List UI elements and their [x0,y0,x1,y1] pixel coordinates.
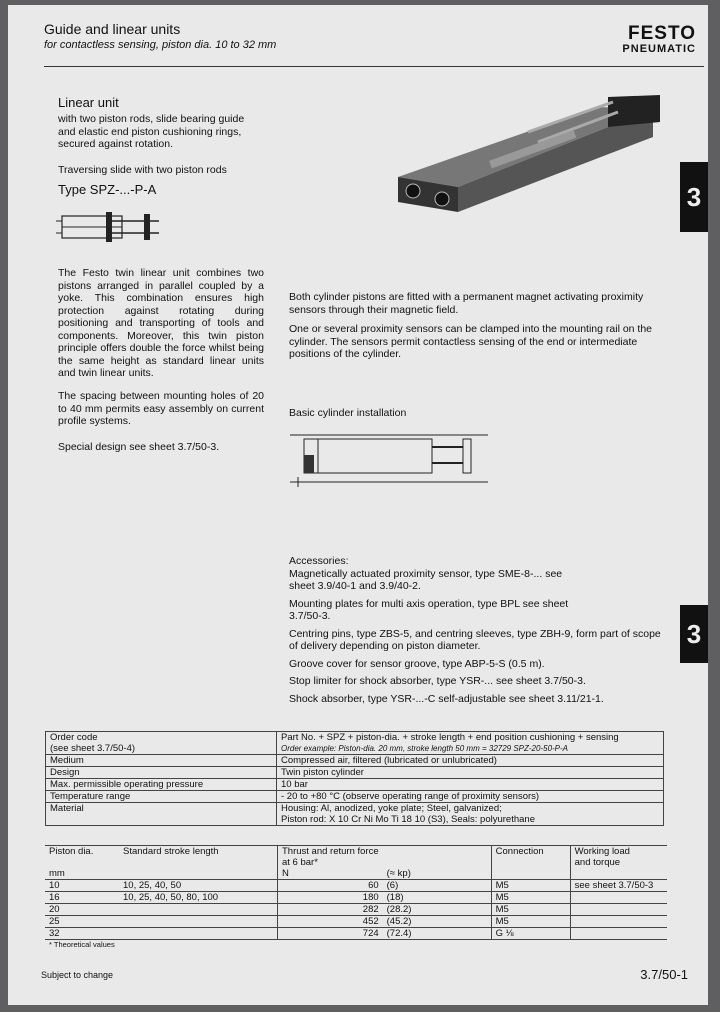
header-load-line1: Working load [574,846,630,857]
spec-label: Temperature range [46,791,277,803]
accessory-item-2: Mounting plates for multi axis operation, type BPL see sheet 3.7/50-3. [289,597,569,622]
material-line-2: Piston rod: X 10 Cr Ni Mo Ti 18 10 (S3), Seals: polyurethane [281,814,535,825]
datasheet-page [8,5,708,1005]
description-paragraph-2: The spacing between mounting holes of 20 to 40 mm permits easy assembly on current profile systems. [58,390,264,427]
header-load-unit [570,868,667,880]
order-code-ref: (see sheet 3.7/50-4) [50,743,136,754]
spec-row [46,779,664,791]
spec-row [46,767,664,779]
cell-stroke: 10, 25, 40, 50, 80, 100 [123,892,219,903]
section-tab-mid: 3 [680,605,708,663]
spec-value [277,732,664,755]
cell-load [570,904,667,916]
cylinder-symbol-diagram [54,208,164,246]
header-rule [44,66,704,67]
basic-installation-label: Basic cylinder installation [289,407,407,419]
cell-force-n: 180 [278,892,383,904]
spec-row [46,791,664,803]
spec-row-order-code [46,732,664,755]
header-unit-n: N [278,868,383,880]
table-row [45,892,667,904]
order-code-label: Order code [50,732,98,743]
spec-value [277,803,664,826]
page-subtitle: for contactless sensing, piston dia. 10 to 32 mm [44,39,277,51]
spec-row-material [46,803,664,826]
spec-value: 10 bar [277,779,664,791]
spec-label: Medium [46,755,277,767]
order-code-value: Part No. + SPZ + piston-dia. + stroke length + end position cushioning + sensing [281,732,619,743]
header-load-line2: and torque [574,857,621,868]
spec-value: - 20 to +80 °C (observe operating range of proximity sensors) [277,791,664,803]
sensor-paragraph-2: One or several proximity sensors can be clamped into the mounting rail on the cylinder. The sensors permit contactless sensing of the end or intermediate positions of the cylinder. [289,323,653,360]
header-thrust [278,846,383,869]
cell-force-n: 452 [278,916,383,928]
header-stroke-unit [119,868,278,880]
festo-logo [622,25,696,55]
spec-label [46,732,277,755]
table-row [45,880,667,892]
material-line-1: Housing: Al, anodized, yoke plate; Steel, galvanized; [281,803,502,814]
intro-line-1: with two piston rods, slide bearing guide [58,113,245,125]
page-title: Guide and linear units [44,21,181,37]
technical-data-table [45,845,667,940]
installation-drawing [288,427,493,489]
accessories-section [289,555,669,705]
cell-force-n: 282 [278,904,383,916]
header-conn-unit [491,868,570,880]
data-header-row-1 [45,846,667,869]
header-unit-kp: (≈ kp) [386,868,411,879]
header-thrust-line2: at 6 bar* [282,857,318,868]
cell-connection: M5 [491,892,570,904]
cell-force-kp: (18) [386,892,404,903]
cell-load [570,892,667,904]
cell-force-kp: (45.2) [386,916,412,927]
cell-force-n: 724 [278,928,383,940]
header-stroke: Standard stroke length [123,846,219,857]
header-thrust-line1: Thrust and return force [282,846,379,857]
cell-force-kp: (28.2) [386,904,412,915]
type-designation: Type SPZ-...-P-A [58,182,157,197]
special-design-note: Special design see sheet 3.7/50-3. [58,441,220,453]
spec-table [45,731,664,826]
spec-value: Compressed air, filtered (lubricated or unlubricated) [277,755,664,767]
header-connection: Connection [491,846,570,869]
data-header-row-2 [45,868,667,880]
accessory-item-5: Stop limiter for shock absorber, type YSR-... see sheet 3.7/50-3. [289,675,586,687]
accessory-item-3: Centring pins, type ZBS-5, and centring sleeves, type ZBH-9, form part of scope of delivery depending on piston diameter. [289,627,661,652]
table-row [45,928,667,940]
cell-stroke [119,928,278,940]
order-example: Order example: Piston-dia. 20 mm, stroke length 50 mm = 32729 SPZ-20-50-P-A [281,744,569,753]
cell-load: see sheet 3.7/50-3 [570,880,667,892]
spec-label: Design [46,767,277,779]
cell-force-n: 60 [278,880,383,892]
spec-label: Material [46,803,277,826]
cell-dia: 10 [49,880,60,891]
intro-lines [58,113,278,151]
cell-dia: 16 [49,892,60,903]
cell-stroke [119,916,278,928]
cell-force-kp: (72.4) [386,928,412,939]
sensor-paragraph-1: Both cylinder pistons are fitted with a permanent magnet activating proximity sensors through their magnetic field. [289,291,644,316]
cell-connection: M5 [491,904,570,916]
header-piston: Piston dia. [49,846,94,857]
cell-connection: G ⅛ [491,928,570,940]
logo-line1: FESTO [628,23,696,44]
sheet-number: 3.7/50-1 [640,967,688,982]
cell-dia: 20 [49,904,60,915]
cell-connection: M5 [491,916,570,928]
section-tab-top: 3 [680,162,708,232]
header-piston-unit: mm [49,868,65,879]
cell-load [570,916,667,928]
spec-label: Max. permissible operating pressure [46,779,277,791]
product-heading: Linear unit [58,95,119,110]
cell-connection: M5 [491,880,570,892]
header-empty [383,846,492,869]
accessory-item-6: Shock absorber, type YSR-...-C self-adjustable see sheet 3.11/21-1. [289,692,604,705]
traversing-label: Traversing slide with two piston rods [58,164,227,176]
cell-stroke: 10, 25, 40, 50 [123,880,182,891]
accessory-item-4: Groove cover for sensor groove, type ABP-5-S (0.5 m). [289,657,545,670]
cell-dia: 32 [49,928,60,939]
logo-line2: PNEUMATIC [622,43,696,55]
accessory-item-1: Magnetically actuated proximity sensor, type SME-8-... see sheet 3.9/40-1 and 3.9/40-2. [289,567,563,592]
table-row [45,916,667,928]
table-footnote: * Theoretical values [49,940,115,949]
header-load [570,846,667,869]
spec-value: Twin piston cylinder [277,767,664,779]
cell-force-kp: (6) [386,880,399,891]
cell-stroke [119,904,278,916]
linear-unit-illustration [378,87,668,232]
table-row [45,904,667,916]
cell-dia: 25 [49,916,60,927]
footer-subject-to-change: Subject to change [41,970,114,980]
spec-row [46,755,664,767]
description-paragraph-1: The Festo twin linear unit combines two pistons arranged in parallel coupled by a yoke. This combination ensures high protection against rotating during positioning and transporting of tools and components. Moreover, this twin piston principle offers double the force whilst being the same height as standard linear units and twin linear units. [58,267,264,379]
cell-load [570,928,667,940]
intro-line-3: secured against rotation. [58,138,173,150]
intro-line-2: and elastic end piston cushioning rings, [58,125,242,138]
accessories-heading: Accessories: [289,555,349,567]
